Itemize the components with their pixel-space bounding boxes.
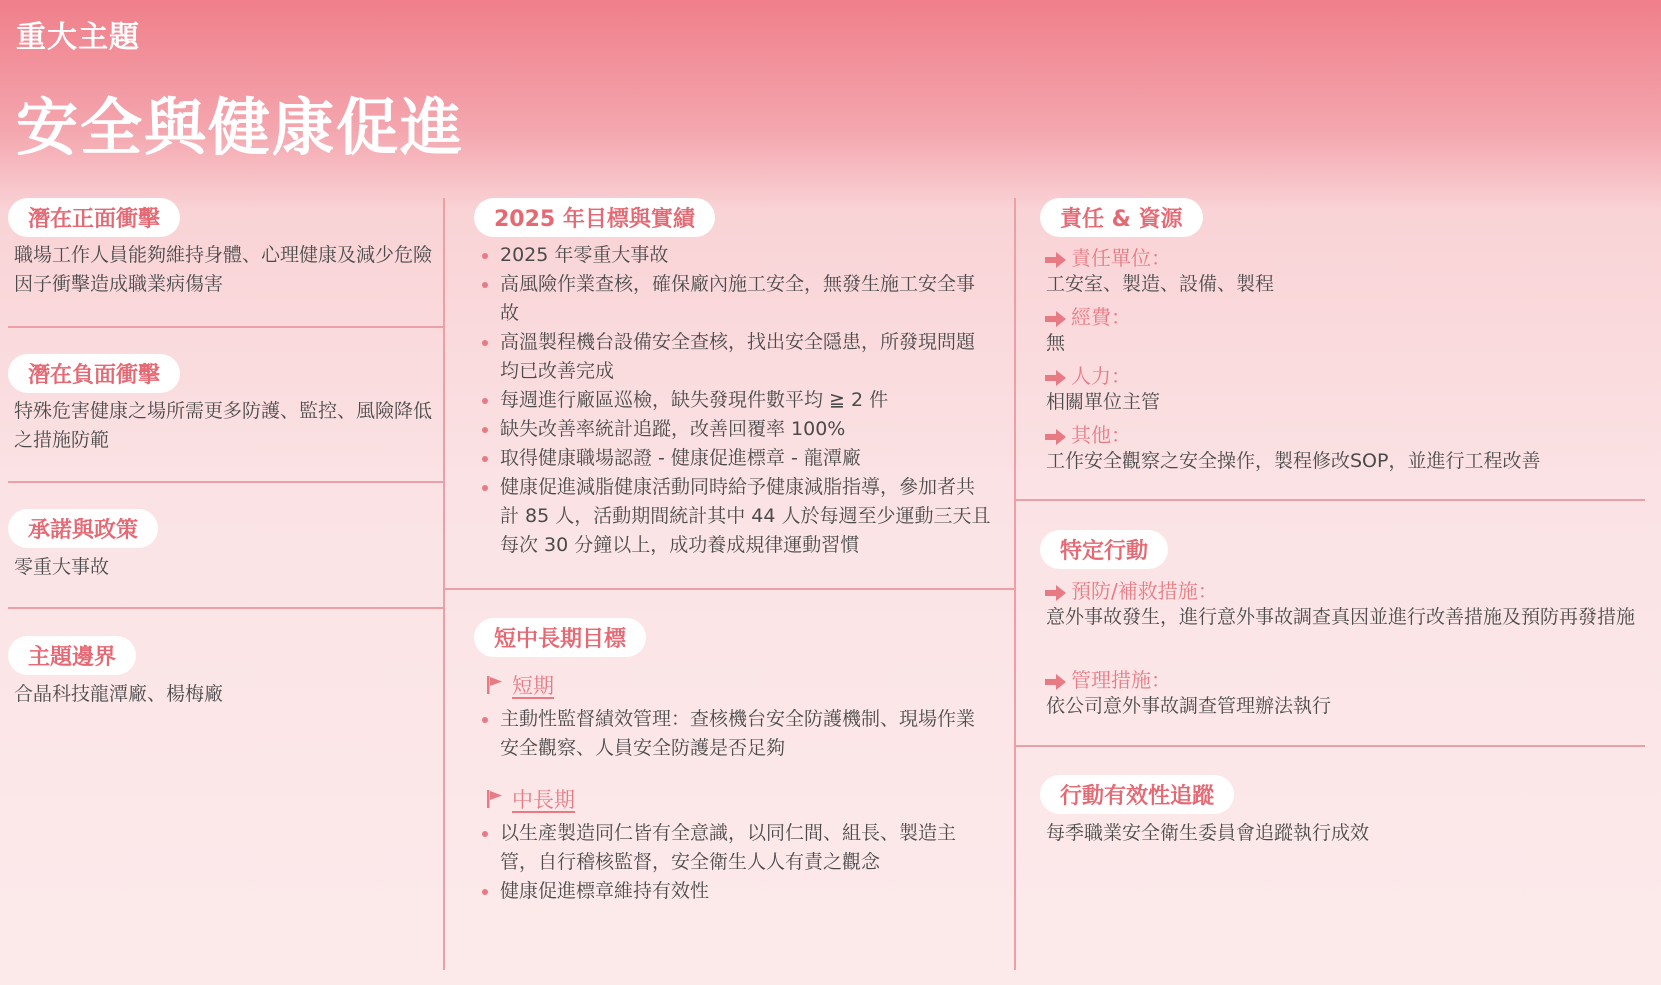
mid-long-term-heading [484, 784, 575, 814]
list-item: 2025 年零重大事故 [474, 241, 992, 270]
section-divider [8, 607, 444, 609]
commitment-title: 承諾與政策 [8, 509, 158, 548]
prevention-label: 預防/補救措施： [1071, 579, 1218, 603]
goals-title: 2025 年目標與實績 [474, 198, 715, 237]
budget-label-row [1045, 301, 1131, 330]
section-divider [8, 481, 444, 483]
tracking-title: 行動有效性追蹤 [1040, 775, 1234, 814]
responsibility-unit-label-row [1045, 242, 1171, 271]
prevention-label-row [1045, 575, 1218, 604]
arrow-right-icon [1045, 308, 1067, 324]
list-item: 每週進行廠區巡檢，缺失發現件數平均 ≧ 2 件 [474, 386, 992, 415]
boundary-text: 合晶科技龍潭廠、楊梅廠 [14, 683, 224, 705]
management-label-row [1045, 664, 1171, 693]
short-term-label: 短期 [512, 674, 554, 698]
page-title: 安全與健康促進 [16, 91, 465, 164]
mid-long-term-label: 中長期 [512, 788, 575, 812]
short-term-list [474, 705, 992, 763]
responsibility-unit-value: 工安室、製造、設備、製程 [1046, 273, 1275, 295]
management-label: 管理措施： [1071, 668, 1171, 692]
resources-title: 責任 & 資源 [1040, 198, 1203, 237]
list-item: 主動性監督績效管理：查核機台安全防護機制、現場作業安全觀察、人員安全防護是否足夠 [474, 705, 992, 763]
boundary-title: 主題邊界 [8, 636, 136, 675]
header-kicker: 重大主題 [16, 20, 140, 55]
list-item: 健康促進標章維持有效性 [474, 877, 992, 906]
other-value: 工作安全觀察之安全操作，製程修改SOP，並進行工程改善 [1046, 450, 1541, 472]
section-divider [444, 588, 1015, 590]
tracking-text: 每季職業安全衛生委員會追蹤執行成效 [1046, 822, 1370, 844]
targets-title: 短中長期目標 [474, 618, 646, 657]
staff-label-row [1045, 360, 1131, 389]
commitment-text: 零重大事故 [14, 556, 110, 578]
section-divider [1015, 745, 1645, 747]
positive-impact-title: 潛在正面衝擊 [8, 198, 180, 237]
list-item: 取得健康職場認證 - 健康促進標章 - 龍潭廠 [474, 444, 992, 473]
staff-label: 人力： [1071, 364, 1131, 388]
management-value: 依公司意外事故調查管理辦法執行 [1046, 695, 1332, 717]
mid-long-term-list [474, 819, 992, 906]
arrow-right-icon [1045, 671, 1067, 687]
positive-impact-text: 職場工作人員能夠維持身體、心理健康及減少危險因子衝擊造成職業病傷害 [14, 244, 433, 295]
list-item: 高風險作業查核，確保廠內施工安全，無發生施工安全事故 [474, 270, 992, 328]
other-label: 其他： [1071, 423, 1131, 447]
flag-icon [484, 674, 506, 696]
staff-value: 相關單位主管 [1046, 391, 1161, 413]
arrow-right-icon [1045, 249, 1067, 265]
flag-icon [484, 788, 506, 810]
budget-value: 無 [1046, 332, 1066, 354]
negative-impact-title: 潛在負面衝擊 [8, 354, 180, 393]
responsibility-unit-label: 責任單位： [1071, 246, 1171, 270]
column-divider-right [1014, 198, 1016, 970]
arrow-right-icon [1045, 582, 1067, 598]
list-item: 缺失改善率統計追蹤，改善回覆率 100% [474, 415, 992, 444]
negative-impact-text: 特殊危害健康之場所需更多防護、監控、風險降低之措施防範 [14, 400, 433, 451]
section-divider [8, 326, 444, 328]
short-term-heading [484, 670, 554, 700]
list-item: 以生產製造同仁皆有全意識，以同仁間、組長、製造主管，自行稽核監督，安全衛生人人有責之觀念 [474, 819, 992, 877]
budget-label: 經費： [1071, 305, 1131, 329]
other-label-row [1045, 419, 1131, 448]
actions-title: 特定行動 [1040, 530, 1168, 569]
arrow-right-icon [1045, 367, 1067, 383]
list-item: 高溫製程機台設備安全查核，找出安全隱患，所發現問題均已改善完成 [474, 328, 992, 386]
section-divider [1015, 499, 1645, 501]
arrow-right-icon [1045, 426, 1067, 442]
column-divider-left [443, 198, 445, 970]
prevention-value: 意外事故發生，進行意外事故調查真因並進行改善措施及預防再發措施 [1046, 606, 1636, 628]
list-item: 健康促進減脂健康活動同時給予健康減脂指導，參加者共計 85 人，活動期間統計其中 44 人於每週至少運動三天且每次 30 分鐘以上，成功養成規律運動習慣 [474, 473, 992, 560]
goals-list [474, 241, 992, 560]
